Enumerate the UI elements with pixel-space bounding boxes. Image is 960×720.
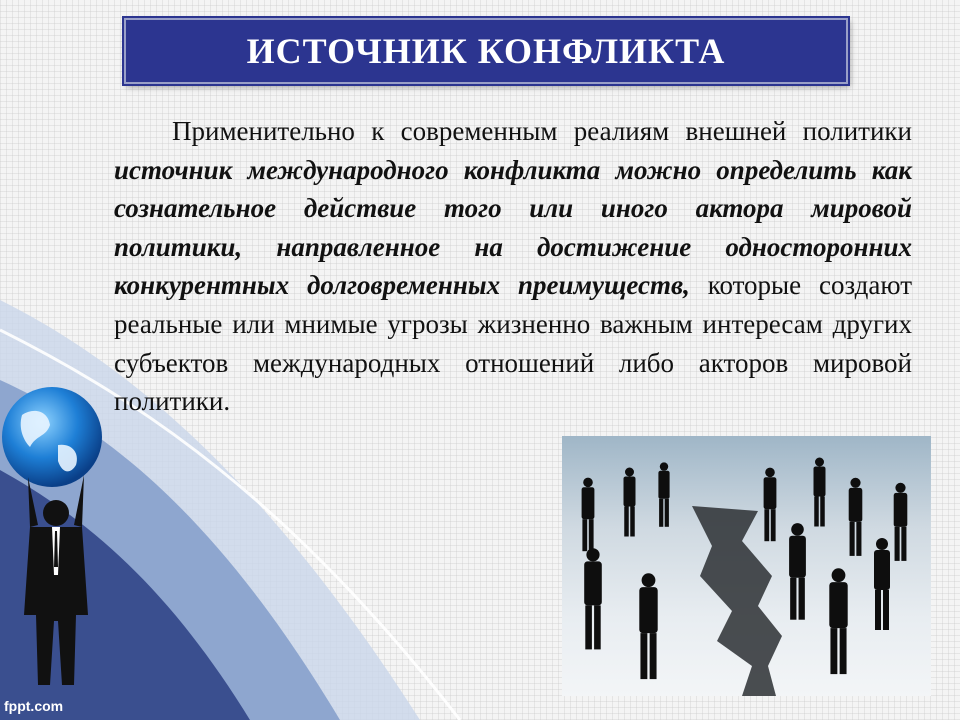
paragraph-emphasis: источник международного конфликта можно определить как сознательное действие того или иного актора мировой политики, направленное на достижение односторонних конкурентных долговременных преимуществ,	[114, 154, 912, 301]
people-crack-photo	[562, 436, 931, 696]
slide-title: ИСТОЧНИК КОНФЛИКТА	[246, 31, 726, 71]
paragraph-intro: Применительно к современным реалиям внешней политики	[172, 116, 912, 146]
fppt-watermark: fppt.com	[4, 698, 64, 714]
title-banner	[124, 18, 848, 84]
globe-icon	[2, 387, 102, 487]
businessman-silhouette	[24, 475, 88, 685]
paragraph-rest: которые создают реальные или мнимые угрозы жизненно важным интересам других субъектов международных отношений либо акторов мировой политики.	[114, 270, 912, 417]
body-paragraph	[114, 112, 912, 421]
businessman-with-globe-illustration	[0, 385, 130, 705]
